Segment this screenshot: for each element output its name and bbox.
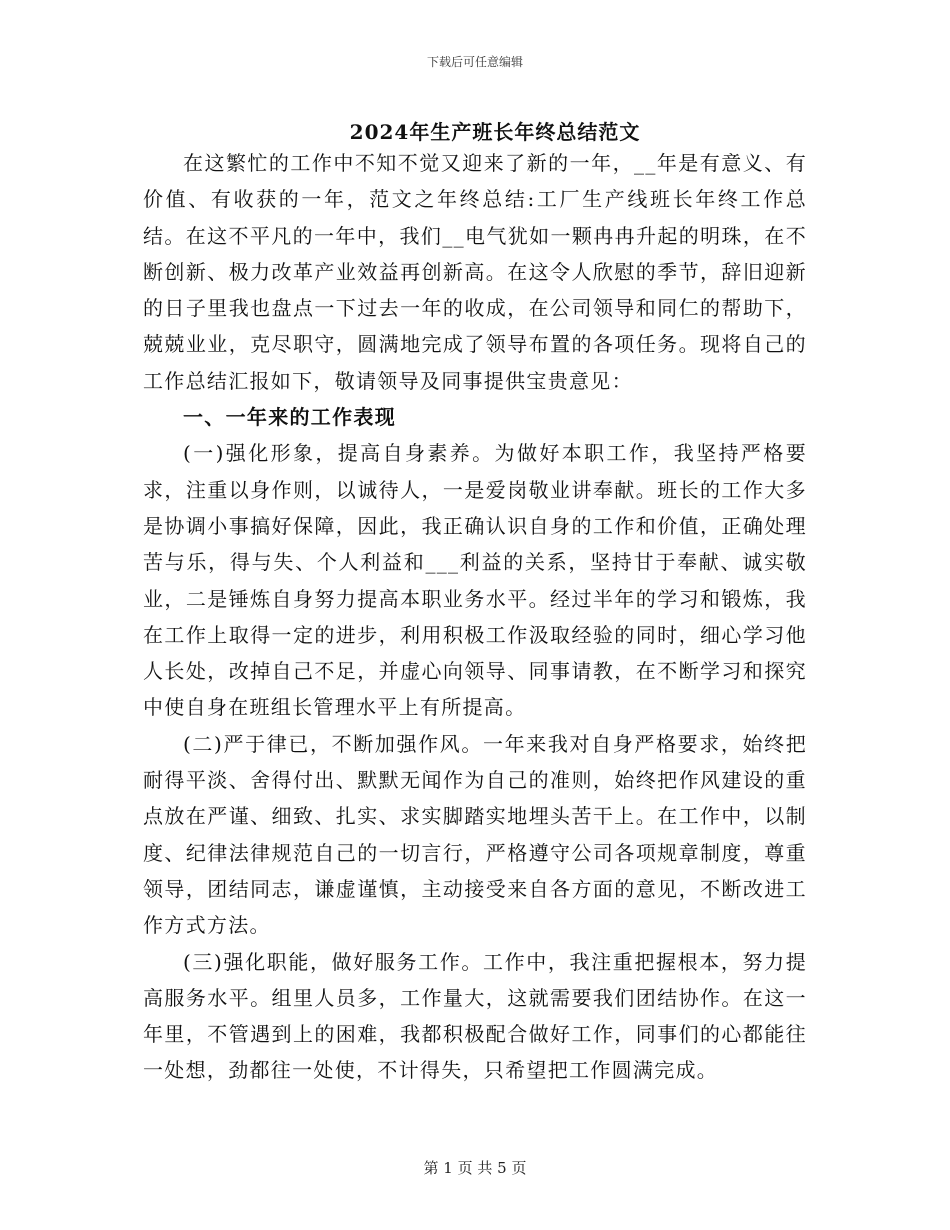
paragraph-3: (三)强化职能，做好服务工作。工作中，我注重把握根本，努力提高服务水平。组里人员多，工作量大，这就需要我们团结协作。在这一年里，不管遇到上的困难，我都积极配合做好工作，同事们的心都能往一处想，劲都往一处使，不计得失，只希望把工作圆满完成。 xyxy=(143,949,807,1083)
paragraph-1: (一)强化形象，提高自身素养。为做好本职工作，我坚持严格要求，注重以身作则，以诚待人，一是爱岗敬业讲奉献。班长的工作大多是协调小事搞好保障，因此，我正确认识自身的工作和价值，正确处理苦与乐，得与失、个人利益和___利益的关系，坚持甘于奉献、诚实敬业，二是锤炼自身努力提高本职业务水平。经过半年的学习和锻炼，我在工作上取得一定的进步，利用积极工作汲取经验的同时，细心学习他人长处，改掉自己不足，并虚心向领导、同事请教，在不断学习和探究中使自身在班组长管理水平上有所提高。 xyxy=(143,441,807,720)
document-body xyxy=(143,145,807,1089)
header-note: 下载后可任意编辑 xyxy=(426,55,523,69)
paragraph-2: (二)严于律已，不断加强作风。一年来我对自身严格要求，始终把耐得平淡、舍得付出、默默无闻作为自己的准则，始终把作风建设的重点放在严谨、细致、扎实、求实脚踏实地埋头苦干上。在工作中，以制度、纪律法律规范自己的一切言行，严格遵守公司各项规章制度，尊重领导，团结同志，谦虚谨慎，主动接受来自各方面的意见，不断改进工作方式方法。 xyxy=(143,731,807,938)
page-footer: 第 1 页 共 5 页 xyxy=(423,1159,527,1177)
document-title: 2024年生产班长年终总结范文 xyxy=(349,120,641,144)
intro-paragraph: 在这繁忙的工作中不知不觉又迎来了新的一年，__年是有意义、有价值、有收获的一年，范文之年终总结:工厂生产线班长年终工作总结。在这不平凡的一年中，我们__电气犹如一颗冉冉升起的明珠，在不断创新、极力改革产业效益再创新高。在这令人欣慰的季节，辞旧迎新的日子里我也盘点一下过去一年的收成，在公司领导和同仁的帮助下，兢兢业业，克尽职守，圆满地完成了领导布置的各项任务。现将自己的工作总结汇报如下，敬请领导及同事提供宝贵意见： xyxy=(143,151,807,393)
section-heading: 一、一年来的工作表现 xyxy=(183,405,396,430)
